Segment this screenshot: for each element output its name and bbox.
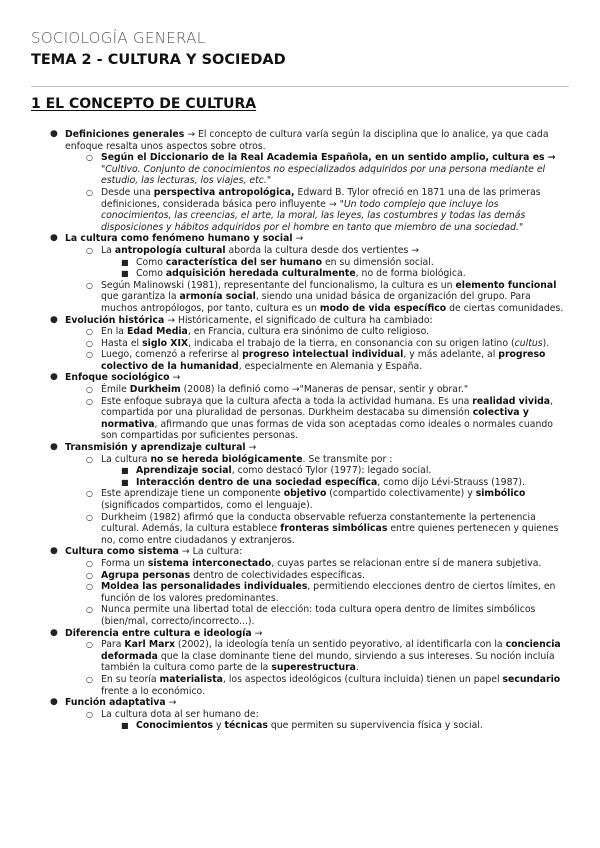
outline-item-level-2: [0, 674, 600, 697]
bullet-marker: ●: [50, 546, 58, 557]
text-run: Cultura como sistema: [65, 546, 179, 558]
outline-item-level-3: [0, 477, 600, 489]
text-run: Este aprendizaje tiene un componente: [101, 488, 284, 500]
text-run: secundario: [502, 673, 561, 685]
text-run: , cuyas partes se relacionan entre sí de manera subjetiva.: [271, 557, 542, 569]
text-run: , indicaba el trabajo de la tierra, en consonancia con su origen latino (: [188, 337, 515, 349]
text-run: progreso intelectual individual: [242, 349, 404, 361]
text-run: (compartido colectivamente) y: [326, 488, 476, 500]
text-run: , en Francia, cultura era sinónimo de culto religioso.: [187, 326, 430, 338]
text-run: Durkheim (1982) afirmó que la conducta observable refuerza constantemente la pertenencia cultural. Además, la cultura establece: [101, 511, 536, 535]
text-run: , afirmando que unas formas de vida son aceptadas como ideales o normales cuando son compartidas por suficientes personas.: [101, 418, 553, 442]
text-run: antropología cultural: [114, 244, 226, 256]
text-run: Función adaptativa: [65, 697, 166, 709]
text-run: frente a lo económico.: [101, 685, 206, 697]
outline-item-level-1: [0, 628, 600, 640]
text-run: , como dijo Lévi-Strauss (1987).: [377, 476, 525, 488]
bullet-marker: ●: [50, 129, 58, 139]
text-run: siglo XIX: [142, 337, 189, 349]
text-run: dentro de colectividades específicas.: [190, 569, 365, 581]
text-run: aborda la cultura desde dos vertientes →: [225, 244, 420, 256]
bullet-marker: ○: [86, 709, 93, 719]
text-run: (significados compartidos, como el lenguaje).: [101, 500, 313, 511]
text-run: "Cultivo. Conjunto de conocimientos no especializados adquiridos por una persona mediante el estudio, las lecturas, los viajes, etc.": [101, 163, 546, 187]
outline-item-level-2: [0, 639, 600, 674]
text-run: Moldea las personalidades individuales: [101, 581, 308, 593]
text-run: conciencia deformada: [101, 639, 561, 662]
text-run: →: [251, 627, 263, 639]
text-run: → El concepto de cultura varía según la disciplina que lo analice, ya que cada enfoque resalta unos aspectos sobre otros.: [65, 129, 549, 152]
outline-item-level-3: [0, 465, 600, 477]
text-run: , no de forma biológica.: [355, 268, 466, 280]
bullet-marker: ■: [121, 721, 129, 731]
bullet-marker: ○: [86, 558, 93, 568]
text-run: modo de vida específico: [319, 302, 447, 314]
bullet-marker: ○: [86, 570, 93, 580]
outline-item-level-2: [0, 187, 600, 233]
text-run: .: [355, 662, 359, 674]
outline-item-level-1: [0, 372, 600, 384]
text-run: sistema interconectado: [147, 557, 272, 569]
text-run: Durkheim: [129, 384, 181, 396]
subject-heading: SOCIOLOGÍA GENERAL: [31, 29, 206, 47]
text-run: que la clase dominante tiene del mundo, sirviendo a sus intereses. Su noción incluía también la cultura como parte de la: [101, 650, 555, 674]
outline-item-level-2: [0, 709, 600, 721]
text-run: La cultura dota al ser humano de:: [101, 708, 259, 720]
text-run: →: [245, 442, 257, 454]
text-run: , como destacó Tylor (1977): legado social.: [231, 465, 432, 477]
text-run: Edad Media: [126, 326, 188, 338]
bullet-marker: ○: [86, 674, 93, 684]
bullet-marker: ○: [86, 187, 93, 197]
text-run: de ciertas comunidades.: [446, 302, 564, 314]
text-run: En su teoría: [101, 673, 160, 685]
bullet-marker: ○: [86, 338, 93, 348]
bullet-marker: ■: [121, 269, 129, 279]
text-run: →: [292, 233, 304, 245]
text-run: La cultura como fenómeno humano y social: [65, 233, 293, 245]
horizontal-divider: [31, 86, 569, 87]
text-run: Aprendizaje social: [136, 465, 232, 477]
bullet-marker: ●: [50, 627, 58, 638]
text-run: , compartida por una pluralidad de personas. Durkheim destacaba su dimensión: [101, 395, 554, 419]
outline-item-level-1: [0, 315, 600, 327]
text-run: perspectiva antropológica,: [153, 186, 295, 198]
text-run: elemento funcional: [455, 279, 557, 291]
text-run: objetivo: [283, 488, 327, 500]
outline-item-level-2: [0, 512, 600, 547]
bullet-marker: ●: [50, 697, 58, 708]
outline-item-level-2: [0, 558, 600, 570]
outline-item-level-3: [0, 268, 600, 280]
bullet-marker: ○: [86, 245, 93, 255]
text-run: . Se transmite por :: [302, 453, 393, 465]
text-run: → La cultura:: [178, 546, 243, 558]
text-run: Edward B. Tylor ofreció en 1871 una de las primeras definiciones, considerada básica pero influyente →: [101, 186, 541, 210]
text-run: →: [165, 697, 177, 709]
section-title: 1 EL CONCEPTO DE CULTURA: [31, 96, 257, 112]
bullet-marker: ■: [121, 257, 129, 267]
outline-item-level-2: [0, 384, 600, 396]
text-run: (2008) la definió como →"Maneras de pensar, sentir y obrar.": [180, 384, 469, 396]
bullet-outline: [0, 129, 600, 732]
text-run: "Un todo complejo que incluye los conocimientos, las creencias, el arte, la moral, las leyes, las costumbres y todas las demás disposiciones y hábitos adquiridos por el hombre en tanto que miembro de una sociedad.": [101, 198, 526, 233]
text-run: Como: [136, 268, 166, 280]
text-run: Según Malinowski (1981), representante del funcionalismo, la cultura es un: [101, 279, 456, 291]
bullet-marker: ○: [86, 489, 93, 499]
text-run: , especialmente en Alemania y España.: [238, 360, 423, 372]
outline-item-level-2: [0, 604, 600, 627]
text-run: Interacción dentro de una sociedad específica: [136, 476, 378, 488]
text-run: Evolución histórica: [65, 314, 165, 326]
outline-item-level-2: [0, 454, 600, 466]
text-run: materialista: [159, 673, 223, 685]
outline-item-level-2: [0, 326, 600, 338]
text-run: , siendo una unidad básica de organización del grupo. Para muchos antropólogos, por tanto, cultura es un: [101, 291, 531, 314]
outline-item-level-1: [0, 233, 600, 245]
text-run: Definiciones generales: [65, 129, 185, 140]
bullet-marker: ○: [86, 327, 93, 337]
text-run: Para: [101, 639, 125, 651]
text-run: Transmisión y aprendizaje cultural: [65, 442, 246, 454]
bullet-marker: ○: [86, 385, 93, 395]
text-run: La cultura: [101, 453, 151, 465]
bullet-marker: ○: [86, 640, 93, 650]
text-run: Como: [136, 256, 166, 268]
text-run: → Históricamente, el significado de cultura ha cambiado:: [164, 314, 433, 326]
bullet-marker: ●: [50, 233, 58, 244]
text-run: Desde una: [101, 186, 154, 198]
text-run: superestructura: [271, 662, 356, 674]
bullet-marker: ○: [86, 153, 93, 163]
bullet-marker: ○: [86, 512, 93, 522]
text-run: Hasta el: [101, 337, 143, 349]
bullet-marker: ○: [86, 582, 93, 592]
text-run: , permitiendo elecciones dentro de ciertos límites, en función de los valores predominantes.: [101, 581, 556, 604]
text-run: técnicas: [224, 720, 268, 732]
text-run: Este enfoque subraya que la cultura afecta a toda la actividad humana. Es una: [101, 395, 473, 407]
text-run: →: [169, 372, 181, 384]
bullet-marker: ○: [86, 454, 93, 464]
bullet-marker: ○: [86, 396, 93, 406]
text-run: adquisición heredada culturalmente: [165, 268, 356, 280]
text-run: en su dimensión social.: [322, 256, 434, 268]
text-run: Luego, comenzó a referirse al: [101, 349, 243, 361]
text-run: Agrupa personas: [101, 569, 191, 581]
outline-item-level-3: [0, 720, 600, 732]
outline-item-level-1: [0, 129, 600, 152]
text-run: característica del ser humano: [165, 256, 322, 268]
text-run: realidad vivida: [472, 395, 551, 407]
text-run: Nunca permite una libertad total de elección: toda cultura opera dentro de límites simbólicos (bien/mal, correcto/incorrecto...).: [101, 604, 536, 627]
text-run: (2002), la ideología tenía un sentido peyorativo, al identificarla con la: [174, 639, 506, 651]
topic-title: TEMA 2 - CULTURA Y SOCIEDAD: [31, 52, 286, 68]
text-run: Karl Marx: [124, 639, 175, 651]
text-run: Émile: [101, 384, 130, 396]
outline-item-level-1: [0, 697, 600, 709]
outline-item-level-2: [0, 396, 600, 442]
outline-item-level-2: [0, 338, 600, 350]
bullet-marker: ■: [121, 466, 129, 476]
text-run: , los aspectos ideológicos (cultura incluida) tienen un papel: [222, 673, 503, 685]
text-run: ).: [542, 337, 550, 349]
bullet-marker: ●: [50, 442, 58, 453]
outline-item-level-2: [0, 349, 600, 372]
text-run: Diferencia entre cultura e ideología: [65, 627, 252, 639]
text-run: que permiten su supervivencia física y social.: [267, 720, 483, 732]
bullet-marker: ○: [86, 350, 93, 360]
outline-item-level-1: [0, 546, 600, 558]
text-run: que garantiza la: [101, 291, 180, 303]
text-run: armonía social: [179, 291, 256, 303]
text-run: , y más adelante, al: [403, 349, 499, 361]
text-run: La: [101, 244, 115, 256]
text-run: Forma un: [101, 557, 148, 569]
text-run: Enfoque sociológico: [65, 372, 170, 384]
text-run: fronteras simbólicas: [280, 523, 388, 535]
text-run: entre quienes pertenecen y quienes no, como entre ciudadanos y extranjeros.: [101, 523, 559, 546]
bullet-marker: ○: [86, 605, 93, 615]
text-run: no se hereda biológicamente: [150, 453, 303, 465]
bullet-marker: ●: [50, 372, 58, 383]
outline-item-level-2: [0, 488, 600, 511]
bullet-marker: ●: [50, 314, 58, 325]
outline-item-level-2: [0, 280, 600, 315]
outline-item-level-1: [0, 442, 600, 454]
text-run: simbólico: [475, 488, 526, 500]
outline-item-level-2: [0, 581, 600, 604]
outline-item-level-2: [0, 245, 600, 257]
bullet-marker: ○: [86, 280, 93, 290]
outline-item-level-2: [0, 570, 600, 582]
text-run: Según el Diccionario de la Real Academia Española, en un sentido amplio, cultura es →: [101, 152, 556, 164]
text-run: cultus: [514, 337, 543, 349]
text-run: Conocimientos: [136, 720, 214, 732]
bullet-marker: ■: [121, 477, 129, 487]
text-run: En la: [101, 326, 127, 338]
text-run: progreso colectivo de la humanidad: [101, 349, 546, 372]
text-run: y: [213, 720, 225, 732]
text-run: colectiva y normativa: [101, 407, 529, 430]
outline-item-level-2: [0, 152, 600, 187]
outline-item-level-3: [0, 257, 600, 269]
